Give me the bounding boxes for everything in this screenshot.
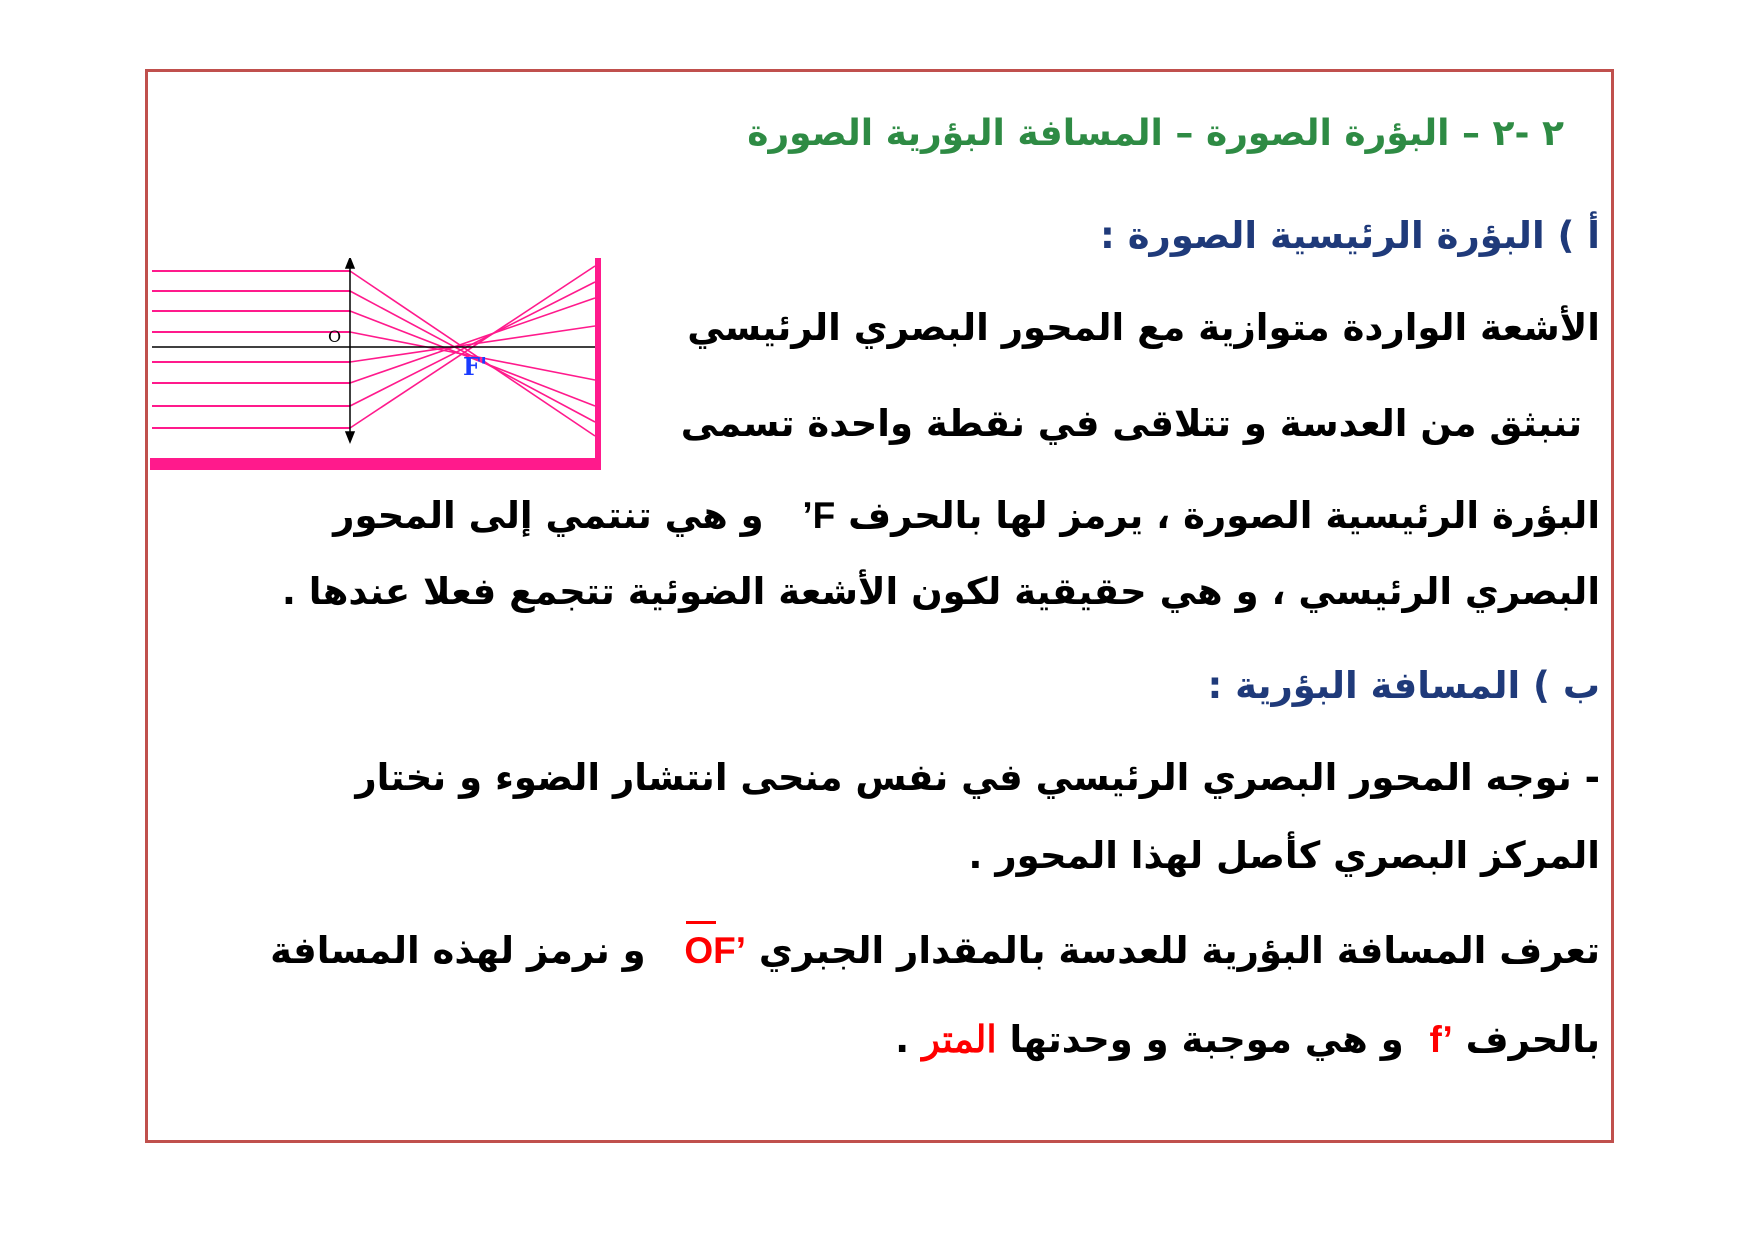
paragraph-b-line-3 <box>270 925 1600 977</box>
converging-lens-diagram <box>150 258 604 470</box>
paragraph-b-line-4-start: بالحرف <box>1465 1018 1600 1061</box>
paragraph-a-line-2: تنبثق من العدسة و تتلاقى في نقطة واحدة تسمى <box>680 402 1582 445</box>
algebraic-focal-length-symbol <box>684 925 746 977</box>
subsection-b-title: ب ) المسافة البؤرية : <box>1207 664 1600 707</box>
incident-parallel-rays <box>152 271 350 428</box>
image-focus-label: F' <box>463 352 488 381</box>
paragraph-a-line-3-end: و هي تنتمي إلى المحور <box>333 494 764 537</box>
focus-symbol: F’ <box>802 495 836 536</box>
paragraph-b-line-2: المركز البصري كأصل لهذا المحور . <box>968 834 1600 877</box>
base-bar <box>150 458 601 470</box>
subsection-a-title: أ ) البؤرة الرئيسية الصورة : <box>1100 214 1600 257</box>
paragraph-a-line-3-start: البؤرة الرئيسية الصورة ، يرمز لها بالحرف <box>848 494 1600 537</box>
vector-overline <box>686 921 716 924</box>
paragraph-a-line-1: الأشعة الواردة متوازية مع المحور البصري الرئيسي <box>687 306 1600 349</box>
screen-wall <box>595 258 601 470</box>
refracted-rays <box>350 266 595 436</box>
section-heading: ٢ -٢ – البؤرة الصورة – المسافة البؤرية الصورة <box>747 113 1564 154</box>
optical-center-label: O <box>328 327 342 346</box>
paragraph-b-line-1: - نوجه المحور البصري الرئيسي في نفس منحى انتشار الضوء و نختار <box>355 756 1600 799</box>
paragraph-b-line-3-start: تعرف المسافة البؤرية للعدسة بالمقدار الجبري <box>758 929 1600 972</box>
paragraph-b-line-4-period: . <box>895 1018 910 1061</box>
paragraph-a-line-4: البصري الرئيسي ، و هي حقيقية لكون الأشعة الضوئية تتجمع فعلا عندها . <box>281 570 1600 613</box>
focal-length-symbol: f’ <box>1429 1019 1453 1060</box>
paragraph-b-line-4-middle: و هي موجبة و وحدتها <box>1009 1018 1404 1061</box>
unit-meter: المتر <box>922 1019 997 1060</box>
paragraph-b-line-3-end: و نرمز لهذه المسافة <box>270 929 646 972</box>
lens-icon <box>346 258 354 442</box>
paragraph-b-line-4 <box>895 1014 1600 1066</box>
of-prime-label: OF’ <box>684 930 746 971</box>
paragraph-a-line-3 <box>333 490 1600 542</box>
